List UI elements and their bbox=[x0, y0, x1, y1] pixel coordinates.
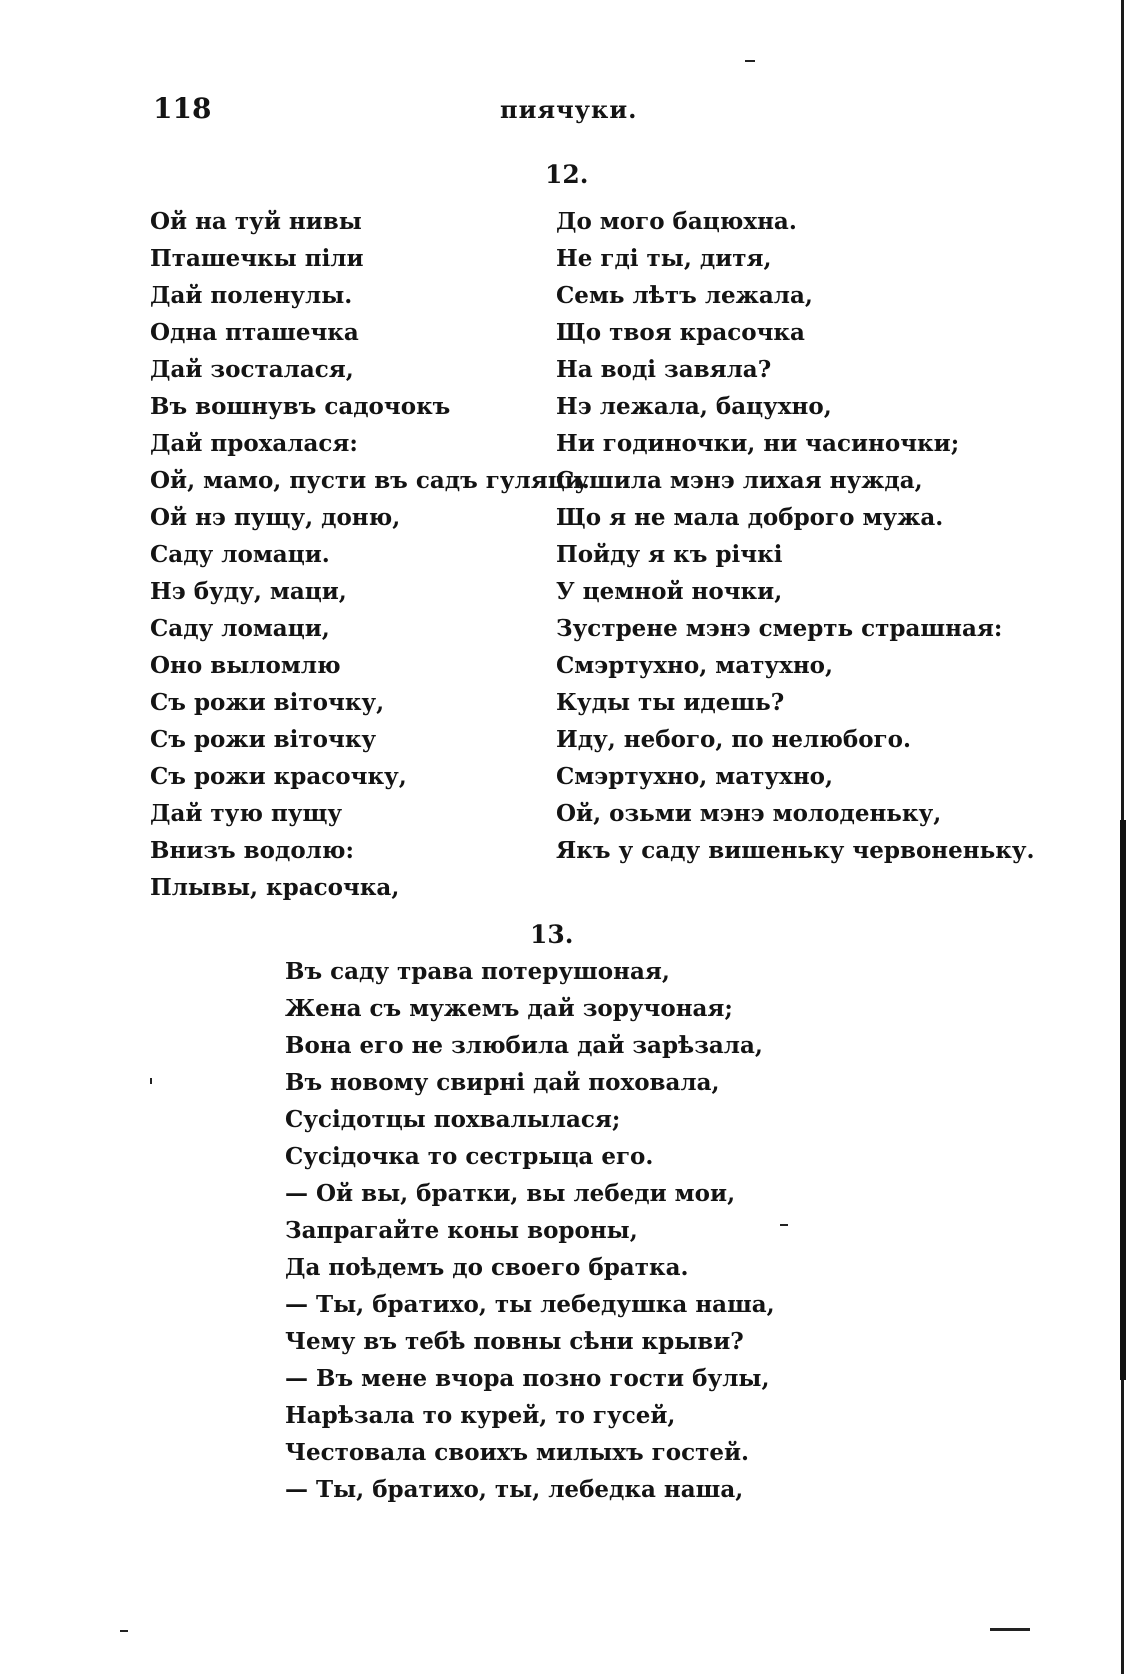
poem-13-line: Да поѣдемъ до своего братка. bbox=[285, 1254, 689, 1281]
poem-13-text bbox=[285, 953, 775, 1508]
poem-13-line: Сусідочка то сестрыца его. bbox=[285, 1143, 654, 1170]
poem-12-right-line: Смэртухно, матухно, bbox=[556, 763, 833, 790]
poem-12-right-line: Пойду я къ річкі bbox=[556, 541, 783, 568]
poem-12-left-line: Плывы, красочка, bbox=[150, 874, 400, 901]
poem-12-right-line: Смэртухно, матухно, bbox=[556, 652, 833, 679]
poem-12-right-line: Нэ лежала, бацухно, bbox=[556, 393, 832, 420]
print-speck bbox=[990, 1628, 1030, 1631]
poem-12-left-line: Съ рожи красочку, bbox=[150, 763, 407, 790]
print-speck bbox=[780, 1224, 788, 1226]
poem-13-line: Въ новому свирні дай поховала, bbox=[285, 1069, 720, 1096]
print-speck bbox=[150, 1078, 152, 1084]
poem-12-right-line: Куды ты идешь? bbox=[556, 689, 785, 716]
poem-12-left-line: Въ вошнувъ садочокъ bbox=[150, 393, 451, 420]
poem-12-right-line: Зустрене мэнэ смерть страшная: bbox=[556, 615, 1003, 642]
poem-12-left-line: Дай зосталася, bbox=[150, 356, 354, 383]
poem-12-left-line: Саду ломаци. bbox=[150, 541, 330, 568]
running-title: пиячуки. bbox=[500, 95, 638, 124]
poem-12-left-line: Оно выломлю bbox=[150, 652, 341, 679]
poem-12-right-column bbox=[556, 203, 1035, 869]
poem-13-line: — Ты, братихо, ты, лебедка наша, bbox=[285, 1476, 744, 1503]
poem-12-right-line: Ой, озьми мэнэ молоденьку, bbox=[556, 800, 942, 827]
poem-12-left-line: Дай прохалася: bbox=[150, 430, 358, 457]
poem-12-right-line: Не гді ты, дитя, bbox=[556, 245, 772, 272]
page-edge-shadow bbox=[1120, 820, 1126, 1380]
poem-12-right-line: Ни годиночки, ни часиночки; bbox=[556, 430, 960, 457]
poem-13-line: Честовала своихъ милыхъ гостей. bbox=[285, 1439, 750, 1466]
poem-12-left-line: Внизъ водолю: bbox=[150, 837, 354, 864]
poem-13-line: Жена съ мужемъ дай зоручоная; bbox=[285, 995, 733, 1022]
poem-12-right-line: До мого бацюхна. bbox=[556, 208, 797, 235]
poem-12-right-line: Що твоя красочка bbox=[556, 319, 805, 346]
poem-12-left-line: Ой, мамо, пусти въ садъ гуляци. bbox=[150, 467, 590, 494]
poem-12-left-line: Ой нэ пущу, доню, bbox=[150, 504, 401, 531]
poem-12-right-line: Семь лѣтъ лежала, bbox=[556, 282, 813, 309]
poem-12-right-line: Якъ у саду вишеньку червоненьку. bbox=[556, 837, 1035, 864]
poem-13-line: Нарѣзала то курей, то гусей, bbox=[285, 1402, 676, 1429]
poem-12-left-column bbox=[150, 203, 590, 906]
poem-13-line: Сусідотцы похвалылася; bbox=[285, 1106, 621, 1133]
poem-12-right-line: У цемной ночки, bbox=[556, 578, 783, 605]
poem-12-right-line: Сушила мэнэ лихая нужда, bbox=[556, 467, 923, 494]
print-speck bbox=[120, 1630, 128, 1632]
poem-13-line: — Ой вы, братки, вы лебеди мои, bbox=[285, 1180, 736, 1207]
poem-12-left-line: Ой на туй нивы bbox=[150, 208, 362, 235]
poem-13-line: Вона его не злюбила дай зарѣзала, bbox=[285, 1032, 763, 1059]
print-speck bbox=[745, 60, 755, 62]
poem-13-line: Въ саду трава потерушоная, bbox=[285, 958, 670, 985]
poem-12-left-line: Съ рожи віточку bbox=[150, 726, 377, 753]
poem-13-number: 13. bbox=[530, 920, 574, 949]
poem-12-left-line: Саду ломаци, bbox=[150, 615, 330, 642]
poem-12-left-line: Пташечкы піли bbox=[150, 245, 364, 272]
poem-13-line: Чему въ тебѣ повны сѣни крыви? bbox=[285, 1328, 744, 1355]
poem-13-line: — Ты, братихо, ты лебедушка наша, bbox=[285, 1291, 775, 1318]
poem-12-left-line: Дай поленулы. bbox=[150, 282, 353, 309]
page-number: 118 bbox=[153, 92, 212, 125]
poem-12-left-line: Дай тую пущу bbox=[150, 800, 343, 827]
poem-12-left-line: Съ рожи віточку, bbox=[150, 689, 385, 716]
poem-12-right-line: Що я не мала доброго мужа. bbox=[556, 504, 944, 531]
poem-13-line: — Въ мене вчора позно гости булы, bbox=[285, 1365, 770, 1392]
poem-12-left-line: Одна пташечка bbox=[150, 319, 359, 346]
poem-13-line: Запрагайте коны вороны, bbox=[285, 1217, 638, 1244]
poem-12-number: 12. bbox=[545, 160, 589, 189]
poem-12-right-line: На воді завяла? bbox=[556, 356, 772, 383]
poem-12-right-line: Иду, небого, по нелюбого. bbox=[556, 726, 911, 753]
poem-12-left-line: Нэ буду, маци, bbox=[150, 578, 347, 605]
